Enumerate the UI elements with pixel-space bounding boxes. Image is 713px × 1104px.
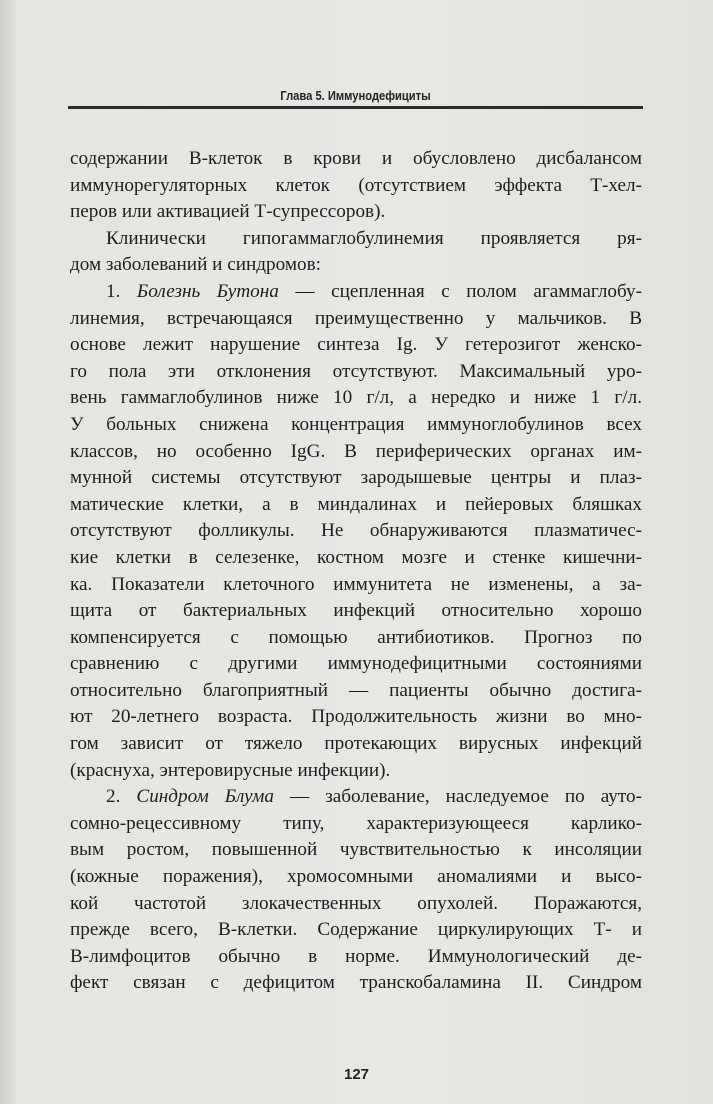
body-text [70, 146, 642, 997]
text-line: гом зависит от тяжело протекающих вирусных инфекций [70, 733, 642, 755]
text-line: Клинически гипогаммаглобулинемия проявляется ря- [106, 227, 642, 249]
text-line: ют 20-летнего возраста. Продолжительность жизни во мно- [70, 706, 642, 728]
text-line: основе лежит нарушение синтеза Ig. У гетерозигот женско- [70, 334, 642, 356]
text-line: го пола эти отклонения отсутствуют. Максимальный уро- [70, 360, 642, 382]
text-line: сомно-рецессивному типу, характеризующееся карлико- [70, 812, 642, 834]
text-line: иммунорегуляторных клеток (отсутствием эффекта Т-хел- [70, 174, 642, 196]
text-line: вым ростом, повышенной чувствительностью к инсоляции [70, 839, 642, 861]
text-line: кой частотой злокачественных опухолей. Поражаются, [70, 892, 642, 914]
running-header [68, 88, 643, 109]
text-line: отсутствуют фолликулы. Не обнаруживаются плазматичес- [70, 520, 642, 542]
text-line [70, 279, 642, 306]
text-line: прежде всего, В-клетки. Содержание циркулирующих Т- и [70, 919, 642, 941]
text-line: В-лимфоцитов обычно в норме. Иммунологический де- [70, 945, 642, 967]
text-line: содержании В-клеток в крови и обусловлено дисбалансом [70, 148, 642, 169]
page-number: 127 [343, 1066, 370, 1083]
text-line: матические клетки, а в миндалинах и пейеровых бляшках [70, 493, 642, 515]
text-line: щита от бактериальных инфекций относительно хорошо [70, 600, 642, 622]
text-line: сравнению с другими иммунодефицитными состояниями [70, 653, 642, 675]
text-line [70, 784, 642, 811]
list-number: 1. [106, 280, 137, 302]
text-line: кие клетки в селезенке, костном мозге и стенке кишечни- [70, 546, 642, 568]
text-line: мунной системы отсутствуют зародышевые центры и плаз- [70, 467, 642, 489]
text-fragment: — сцепленная с полом агаммаглобу- [278, 280, 642, 302]
text-fragment: — заболевание, наследуемое по ауто- [274, 786, 642, 808]
text-line: линемия, встречающаяся преимущественно у мальчиков. В [70, 307, 642, 329]
text-line: вень гаммаглобулинов ниже 10 г/л, а нередко и ниже 1 г/л. [70, 387, 642, 409]
text-line: относительно благоприятный — пациенты обычно достига- [70, 679, 642, 701]
text-line: фект связан с дефицитом транскобаламина II. Синдром [70, 972, 642, 994]
term-bloom: Синдром Блума [136, 786, 275, 808]
text-line: классов, но особенно IgG. В периферических органах им- [70, 440, 642, 462]
list-number: 2. [106, 786, 137, 808]
term-bruton: Болезнь Бутона [136, 280, 279, 302]
text-line: компенсируется с помощью антибиотиков. Прогноз по [70, 626, 642, 648]
text-line: (краснуха, энтеровирусные инфекции). [70, 759, 391, 781]
chapter-title: Глава 5. Иммунодефициты [280, 88, 431, 103]
text-line: У больных снижена концентрация иммуноглобулинов всех [70, 413, 642, 435]
text-line: перов или активацией Т-супрессоров). [70, 201, 386, 223]
text-line: (кожные поражения), хромосомными аномалиями и высо- [70, 866, 642, 888]
text-line: дом заболеваний и синдромов: [70, 254, 321, 276]
text-line: ка. Показатели клеточного иммунитета не изменены, а за- [70, 573, 642, 595]
